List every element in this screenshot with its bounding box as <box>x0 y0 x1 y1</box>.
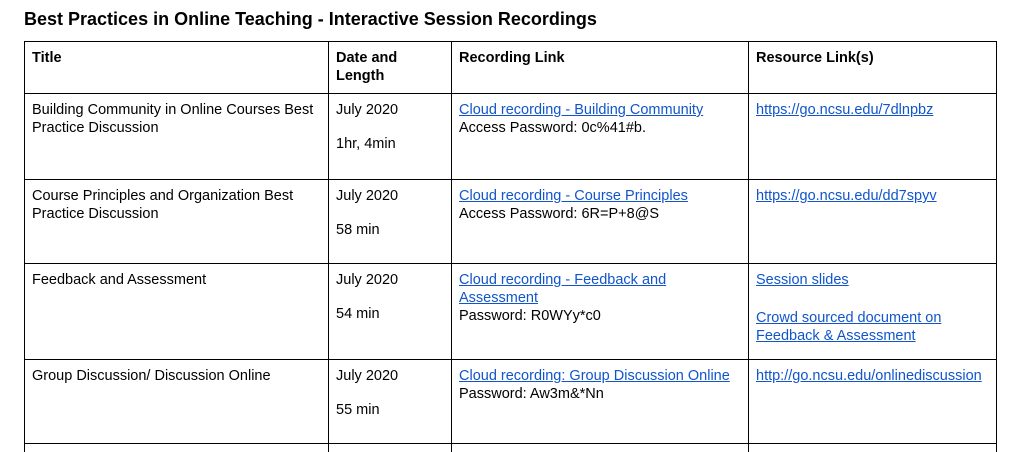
row-date: July 2020 <box>336 102 399 118</box>
row-date: July 2020 <box>336 368 399 384</box>
recording-link[interactable]: Cloud recording - Feedback and Assessment <box>459 272 667 306</box>
row-title: Building Community in Online Courses Best Practice Discussion <box>25 94 329 180</box>
recordings-table <box>24 41 997 452</box>
row-title: Course Principles and Organization Best Practice Discussion <box>25 180 329 264</box>
row-date-length <box>329 360 452 444</box>
recording-link[interactable]: Cloud recording: Group Discussion Online <box>459 368 730 384</box>
header-recording-link: Recording Link <box>452 42 749 94</box>
recording-password: Access Password: 0c%41#b. <box>459 120 646 136</box>
row-length: 1hr, 4min <box>336 136 396 152</box>
table-row <box>25 180 997 264</box>
table-row <box>25 264 997 360</box>
table-row <box>25 94 997 180</box>
row-recording <box>452 264 749 360</box>
row-date-length <box>329 94 452 180</box>
row-resources <box>749 94 997 180</box>
table-row <box>25 360 997 444</box>
row-date-length <box>329 180 452 264</box>
row-resources <box>749 360 997 444</box>
recording-link[interactable]: Cloud recording - Course Principles <box>459 188 688 204</box>
row-recording <box>452 360 749 444</box>
header-date-length-line1: Date and <box>336 50 398 66</box>
row-resources-empty <box>749 444 997 452</box>
recording-link[interactable]: Cloud recording - Building Community <box>459 102 704 118</box>
row-length: 55 min <box>336 402 380 418</box>
row-title: Group Discussion/ Discussion Online <box>25 360 329 444</box>
resource-link[interactable]: https://go.ncsu.edu/dd7spyv <box>756 188 937 204</box>
row-recording <box>452 94 749 180</box>
row-length: 54 min <box>336 306 380 322</box>
recording-password: Password: R0WYy*c0 <box>459 308 601 324</box>
row-date: July 2020 <box>336 272 399 288</box>
resource-link[interactable]: http://go.ncsu.edu/onlinediscussion <box>756 368 982 384</box>
header-date-length <box>329 42 452 94</box>
row-date-length <box>329 264 452 360</box>
resource-link-slides[interactable]: Session slides <box>756 272 849 288</box>
table-row-partial <box>25 444 997 452</box>
resource-link[interactable]: https://go.ncsu.edu/7dlnpbz <box>756 102 934 118</box>
row-title-empty <box>25 444 329 452</box>
header-resource-links: Resource Link(s) <box>749 42 997 94</box>
row-date: July 2020 <box>336 188 399 204</box>
resource-link-crowd-document[interactable]: Crowd sourced document on Feedback & Assessment <box>756 310 942 344</box>
row-length: 58 min <box>336 222 380 238</box>
row-recording-empty <box>452 444 749 452</box>
document-title: Best Practices in Online Teaching - Interactive Session Recordings <box>24 9 597 29</box>
row-resources <box>749 264 997 360</box>
header-title: Title <box>25 42 329 94</box>
recording-password: Password: Aw3m&*Nn <box>459 386 604 402</box>
row-recording <box>452 180 749 264</box>
table-header-row <box>25 42 997 94</box>
row-resources <box>749 180 997 264</box>
recording-password: Access Password: 6R=P+8@S <box>459 206 660 222</box>
row-title: Feedback and Assessment <box>25 264 329 360</box>
row-date-empty <box>329 444 452 452</box>
header-date-length-line2: Length <box>336 68 385 84</box>
